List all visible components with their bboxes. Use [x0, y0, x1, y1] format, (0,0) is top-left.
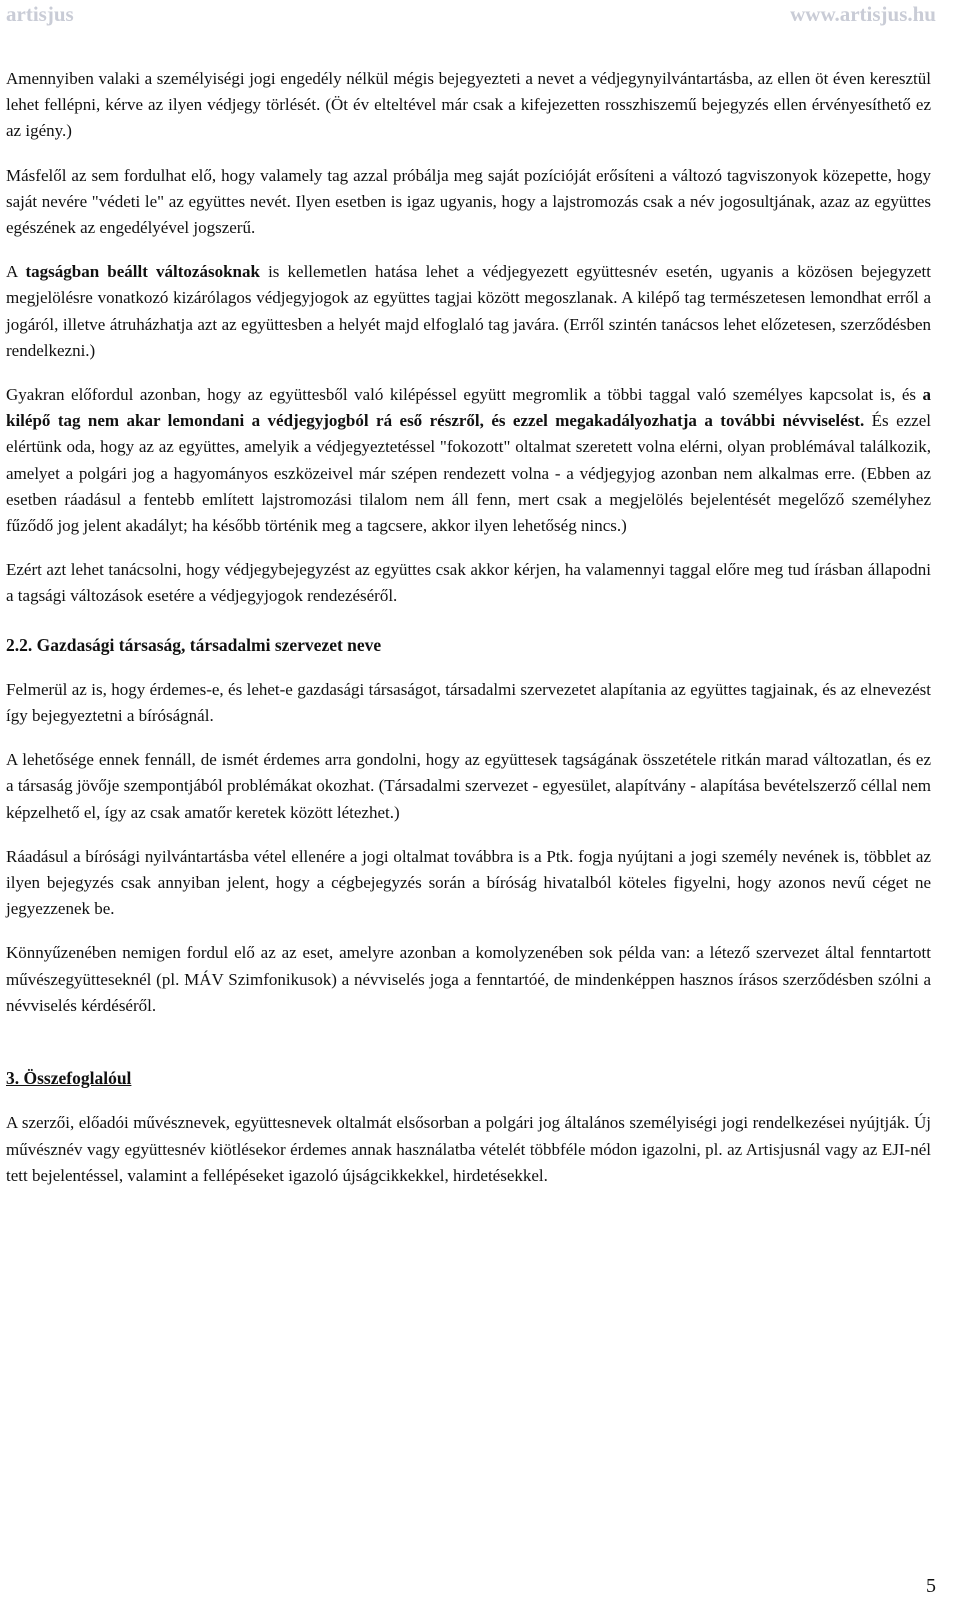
- page-header: [0, 0, 960, 28]
- header-site-url: www.artisjus.hu: [790, 2, 936, 26]
- text-run: És ezzel elértünk oda, hogy az az együttes, amelyik a védjegyeztetéssel "fokozott" oltalmat szeretett volna elérni, olyan problémával találkozik, amelyet a polgári jog a hagyományos eszközeivel már szépen rendezett volna - a védjegyjog azonban nem alkalmas erre. (Ebben az esetben ráadásul a fentebb említett lajstromozási tilalom nem áll fenn, mert csak a megjelölés bejelentését megelőző személyhez fűződő jog jelent akadályt; ha később történik meg a tagcsere, akkor ilyen lehetőség nincs.): [6, 411, 931, 536]
- section-heading: 2.2. Gazdasági társaság, társadalmi szervezet neve: [6, 634, 382, 655]
- header-site-name: artisjus: [6, 2, 74, 26]
- document-body: [6, 66, 931, 1207]
- paragraph: A szerzői, előadói művésznevek, együttesnevek oltalmát elsősorban a polgári jog általános személyiségi jogi rendelkezései nyújtják. Új művésznév vagy együttesnév kiötlésekor érdemes annak használatba vételét többféle módon igazolni, pl. az Artisjusnál vagy az EJI-nél tett bejelentéssel, valamint a fellépéseket igazoló újságcikkekkel, hirdetésekkel.: [6, 1113, 931, 1185]
- paragraph: Amennyiben valaki a személyiségi jogi engedély nélkül mégis bejegyezteti a nevet a védjegynyilvántartásba, az ellen öt éven keresztül lehet fellépni, kérve az ilyen védjegy törlését. (Öt év elteltével már csak a kifejezetten rosszhiszemű bejegyzés ellen érvényesíthető ez az igény.): [6, 69, 931, 141]
- paragraph: [6, 382, 931, 539]
- paragraph: Másfelől az sem fordulhat elő, hogy valamely tag azzal próbálja meg saját pozícióját erősíteni a változó tagviszonyok közepette, hogy saját nevére "védeti le" az együttes nevét. Ilyen esetben is igaz ugyanis, hogy a lajstromozás csak a név jogosultjának, azaz az együttes egészének az engedélyével jogszerű.: [6, 165, 931, 238]
- bold-text: tagságban beállt változásoknak: [25, 262, 260, 282]
- paragraph: [6, 259, 931, 364]
- text-run: is kellemetlen hatása lehet a védjegyezett együttesnév esetén, ugyanis a közösen bejegyzett megjelölésre vonatkozó kizárólagos védjegyjogok az együttes tagjai között megoszlanak. A kilépő tag természetesen lemondhat erről a jogáról, illetve átruházhatja azt az együttesben a helyét majd elfoglaló tag javára. (Erről szintén tanácsos lehet előzetesen, szerződésben rendelkezni.): [6, 262, 931, 360]
- paragraph: Könnyűzenében nemigen fordul elő az az eset, amelyre azonban a komolyzenében sok példa van: a létező szervezet által fenntartott művészegyütteseknél (pl. MÁV Szimfonikusok) a névviselés joga a fenntartóé, de mindenképpen hasznos írásos szerződésben szólni a névviselés kérdéséről.: [6, 943, 931, 1015]
- paragraph: Ezért azt lehet tanácsolni, hogy védjegybejegyzést az együttes csak akkor kérjen, ha valamennyi taggal előre meg tud írásban állapodni a tagsági változások esetére a védjegyjogok rendezéséről.: [6, 560, 931, 606]
- text-run: A: [6, 262, 26, 282]
- page-number: 5: [926, 1575, 936, 1597]
- text-run: Gyakran előfordul azonban, hogy az együttesből való kilépéssel együtt megromlik a többi taggal való személyes kapcsolat is, és: [6, 385, 923, 405]
- paragraph: Felmerül az is, hogy érdemes-e, és lehet-e gazdasági társaságot, társadalmi szervezetet alapítania az együttes tagjainak, és az elnevezést így bejegyeztetni a bíróságnál.: [6, 679, 931, 726]
- paragraph: Ráadásul a bírósági nyilvántartásba vétel ellenére a jogi oltalmat továbbra is a Ptk. fogja nyújtani a jogi személy nevének is, többlet az ilyen bejegyzés csak annyiban jelent, hogy a cégbejegyzés során a bíróság hivatalból köteles figyelni, hogy azonos nevű céget ne jegyezzenek be.: [6, 846, 931, 919]
- paragraph: A lehetősége ennek fennáll, de ismét érdemes arra gondolni, hogy az együttesek tagságának összetétele ritkán marad változatlan, és ez a társaság jövője szempontjából problémákat okozhat. (Társadalmi szervezet - egyesület, alapítvány - alapítása bevételszerző céllal nem képzelhető el, így az csak amatőr keretek között létezhet.): [6, 750, 931, 822]
- section-heading: 3. Összefoglalóul: [6, 1068, 132, 1089]
- bold-text: a kilépő tag nem akar lemondani a védjegyjogból rá eső részről, és ezzel megakadályozhatja a további névviselést.: [6, 385, 931, 431]
